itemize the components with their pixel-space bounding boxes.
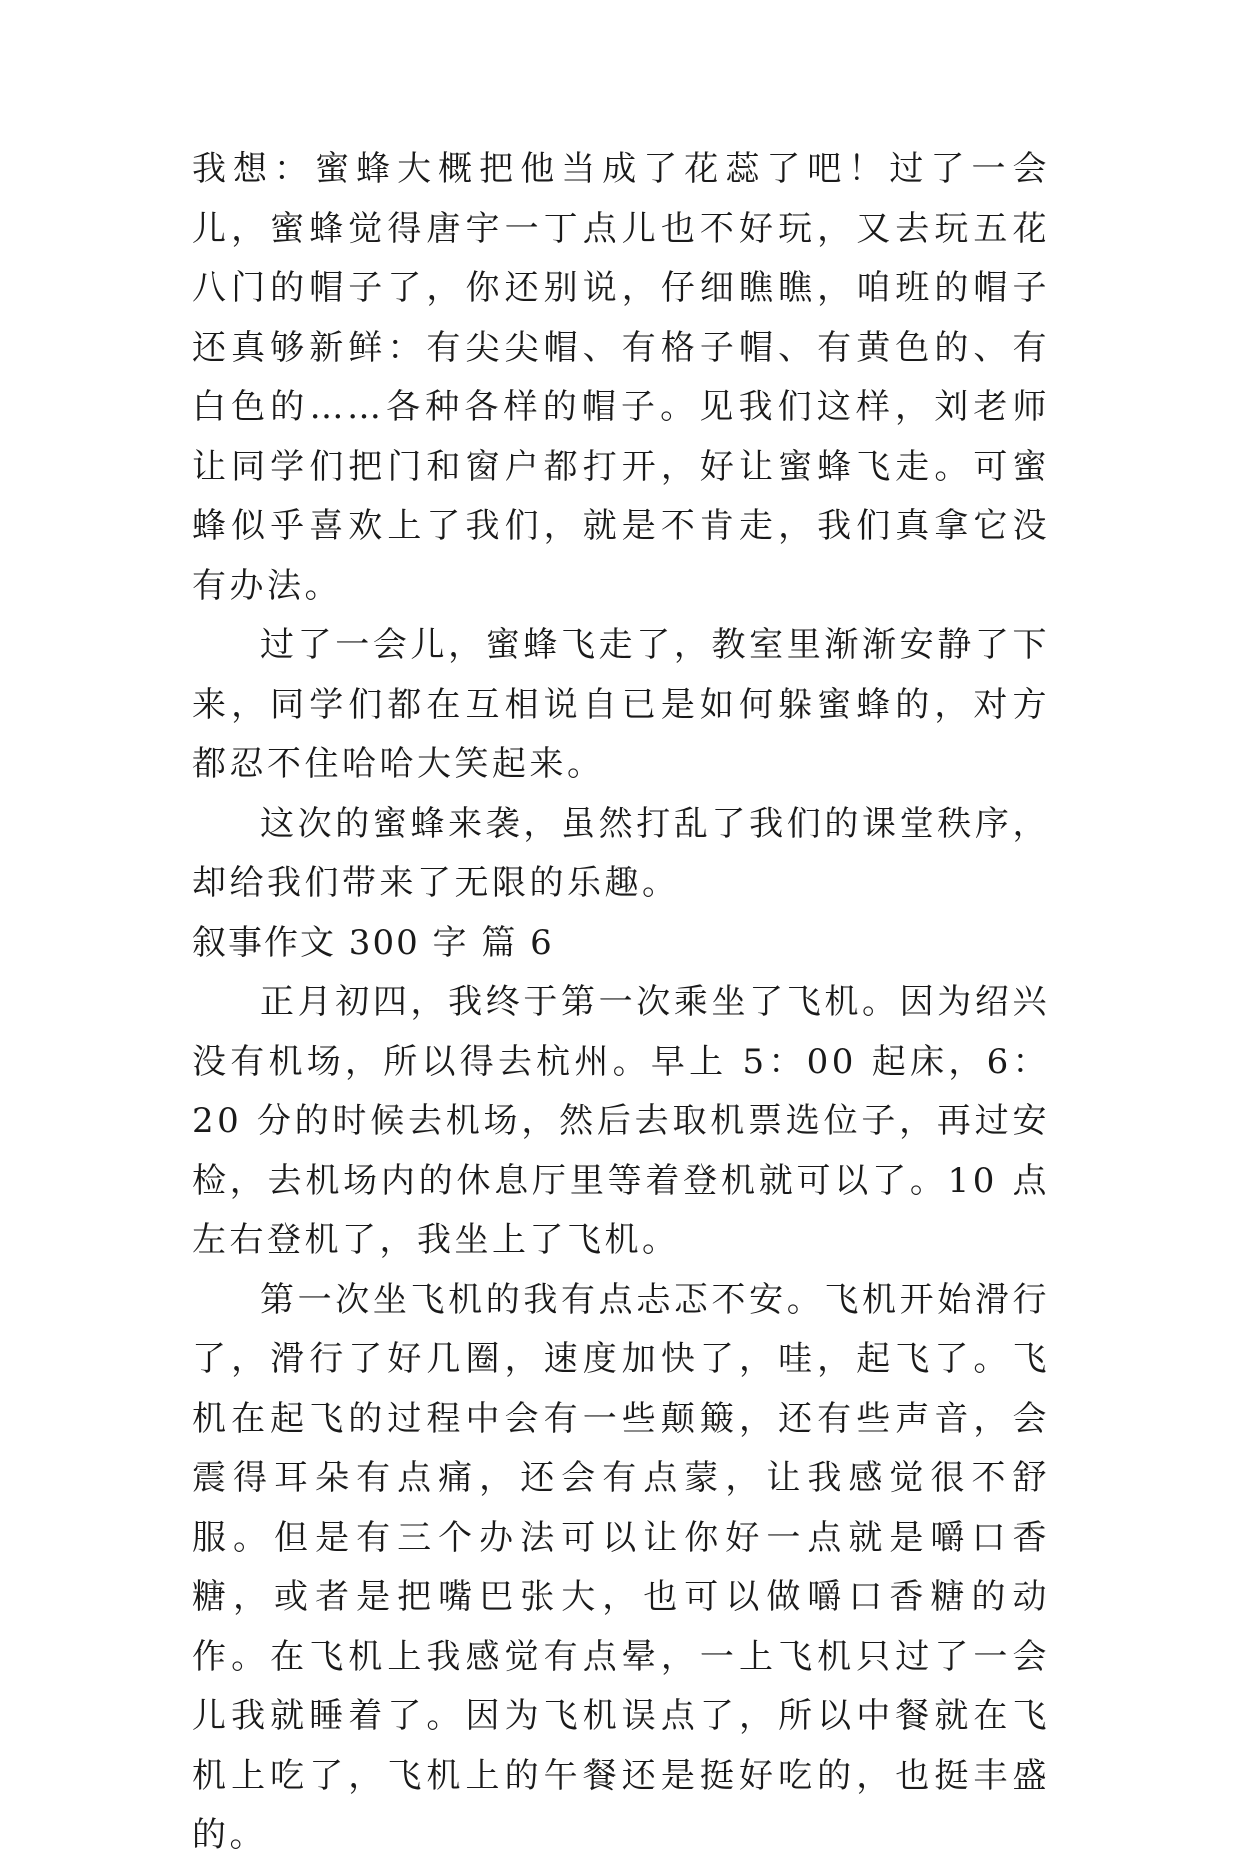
document-page — [192, 140, 1050, 1866]
paragraph-bee-conclusion: 这次的蜜蜂来袭，虽然打乱了我们的课堂秩序，却给我们带来了无限的乐趣。 — [192, 803, 1050, 903]
paragraph-bee-hats: 我想：蜜蜂大概把他当成了花蕊了吧！过了一会儿，蜜蜂觉得唐宇一丁点儿也不好玩，又去玩五花八门的帽子了，你还别说，仔细瞧瞧，咱班的帽子还真够新鲜：有尖尖帽、有格子帽、有黄色的、有白色的……各种各样的帽子。见我们这样，刘老师让同学们把门和窗户都打开，好让蜜蜂飞走。可蜜蜂似乎喜欢上了我们，就是不肯走，我们真拿它没有办法。 — [192, 149, 1050, 606]
paragraph-flight-experience: 第一次坐飞机的我有点忐忑不安。飞机开始滑行了，滑行了好几圈，速度加快了，哇，起飞了。飞机在起飞的过程中会有一些颠簸，还有些声音，会震得耳朵有点痛，还会有点蒙，让我感觉很不舒服。但是有三个办法可以让你好一点就是嚼口香糖，或者是把嘴巴张大，也可以做嚼口香糖的动作。在飞机上我感觉有点晕，一上飞机只过了一会儿我就睡着了。因为飞机误点了，所以中餐就在飞机上吃了，飞机上的午餐还是挺好吃的，也挺丰盛的。 — [192, 1279, 1050, 1855]
essay-heading: 叙事作文 300 字 篇 6 — [192, 922, 554, 963]
paragraph-bee-leaves: 过了一会儿，蜜蜂飞走了，教室里渐渐安静了下来，同学们都在互相说自已是如何躲蜜蜂的，对方都忍不住哈哈大笑起来。 — [192, 625, 1050, 784]
paragraph-flight-start: 正月初四，我终于第一次乘坐了飞机。因为绍兴没有机场，所以得去杭州。早上 5：00 起床，6：20 分的时候去机场，然后去取机票选位子，再过安检，去机场内的休息厅里等着登机就可以了。10 点左右登机了，我坐上了飞机。 — [192, 982, 1050, 1260]
